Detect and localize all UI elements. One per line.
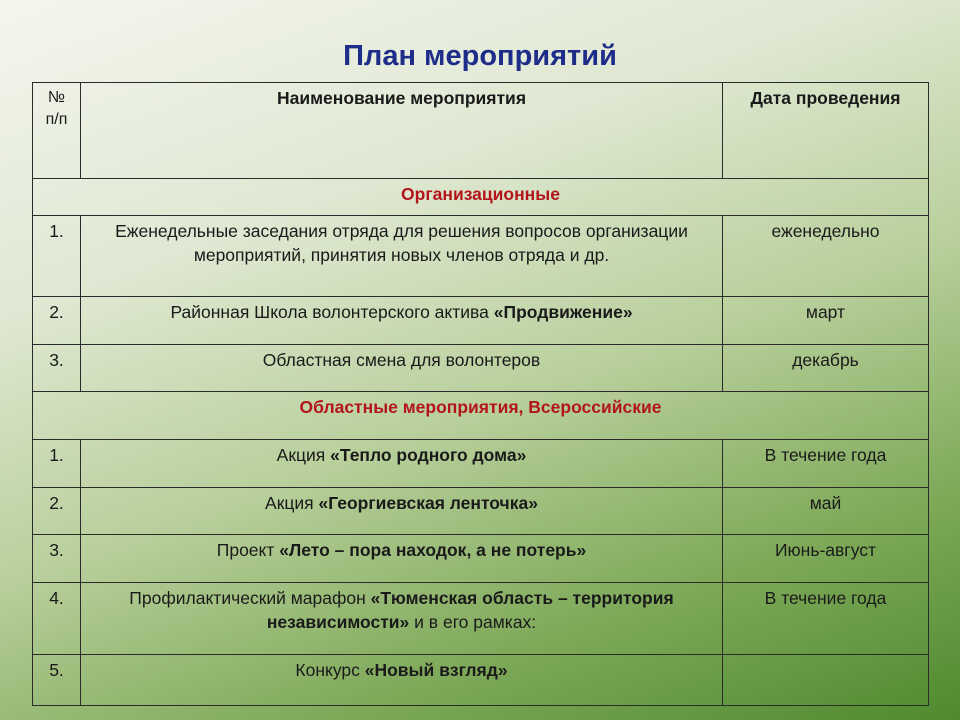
header-name: Наименование мероприятия	[81, 83, 723, 179]
header-date: Дата проведения	[723, 83, 929, 179]
row-name	[81, 297, 723, 345]
section-label: Областные мероприятия, Всероссийские	[33, 392, 929, 440]
row-name	[81, 488, 723, 535]
row-name	[81, 216, 723, 297]
row-name-text: Проект	[216, 540, 280, 560]
row-name-text: Областная смена для волонтеров	[262, 350, 541, 370]
row-date: Июнь-август	[723, 535, 929, 583]
table-row	[33, 440, 929, 488]
table-row	[33, 535, 929, 583]
row-name-text-after: и в его рамках:	[409, 612, 537, 632]
header-number: № п/п	[33, 83, 81, 179]
row-number: 2.	[33, 488, 81, 535]
row-name-text: Профилактический марафон	[129, 588, 371, 608]
row-name	[81, 655, 723, 706]
row-date: март	[723, 297, 929, 345]
row-name-text: Акция	[276, 445, 331, 465]
row-number: 3.	[33, 535, 81, 583]
row-name-bold: «Лето – пора находок, а не потерь»	[279, 540, 587, 560]
row-date: еженедельно	[723, 216, 929, 297]
section-label: Организационные	[33, 179, 929, 216]
row-name	[81, 440, 723, 488]
row-number: 2.	[33, 297, 81, 345]
row-number: 1.	[33, 440, 81, 488]
events-table	[32, 82, 929, 706]
row-number: 5.	[33, 655, 81, 706]
row-number: 1.	[33, 216, 81, 297]
row-date: май	[723, 488, 929, 535]
table-row	[33, 488, 929, 535]
table-row	[33, 216, 929, 297]
table-header-row	[33, 83, 929, 179]
row-date: декабрь	[723, 345, 929, 392]
row-date: В течение года	[723, 440, 929, 488]
table-row	[33, 655, 929, 706]
row-name-text: Конкурс	[295, 660, 365, 680]
row-name	[81, 535, 723, 583]
row-name-text: Еженедельные заседания отряда для решения вопросов организации мероприятий, принятия новых членов отряда и др.	[115, 221, 688, 265]
table-row	[33, 583, 929, 655]
row-date: В течение года	[723, 583, 929, 655]
section-row	[33, 179, 929, 216]
table-row	[33, 297, 929, 345]
row-date	[723, 655, 929, 706]
row-name-bold: «Продвижение»	[493, 302, 633, 322]
row-name-bold: «Георгиевская ленточка»	[318, 493, 538, 513]
table-row	[33, 345, 929, 392]
page-title: План мероприятий	[343, 40, 617, 72]
section-row	[33, 392, 929, 440]
row-name-bold: «Новый взгляд»	[364, 660, 508, 680]
row-number: 3.	[33, 345, 81, 392]
row-name-bold: «Тепло родного дома»	[330, 445, 527, 465]
row-name-text: Районная Школа волонтерского актива	[170, 302, 494, 322]
row-name	[81, 583, 723, 655]
row-number: 4.	[33, 583, 81, 655]
row-name	[81, 345, 723, 392]
row-name-bold: «Тюменская область – территория независимости»	[266, 588, 674, 632]
row-name-text: Акция	[265, 493, 319, 513]
